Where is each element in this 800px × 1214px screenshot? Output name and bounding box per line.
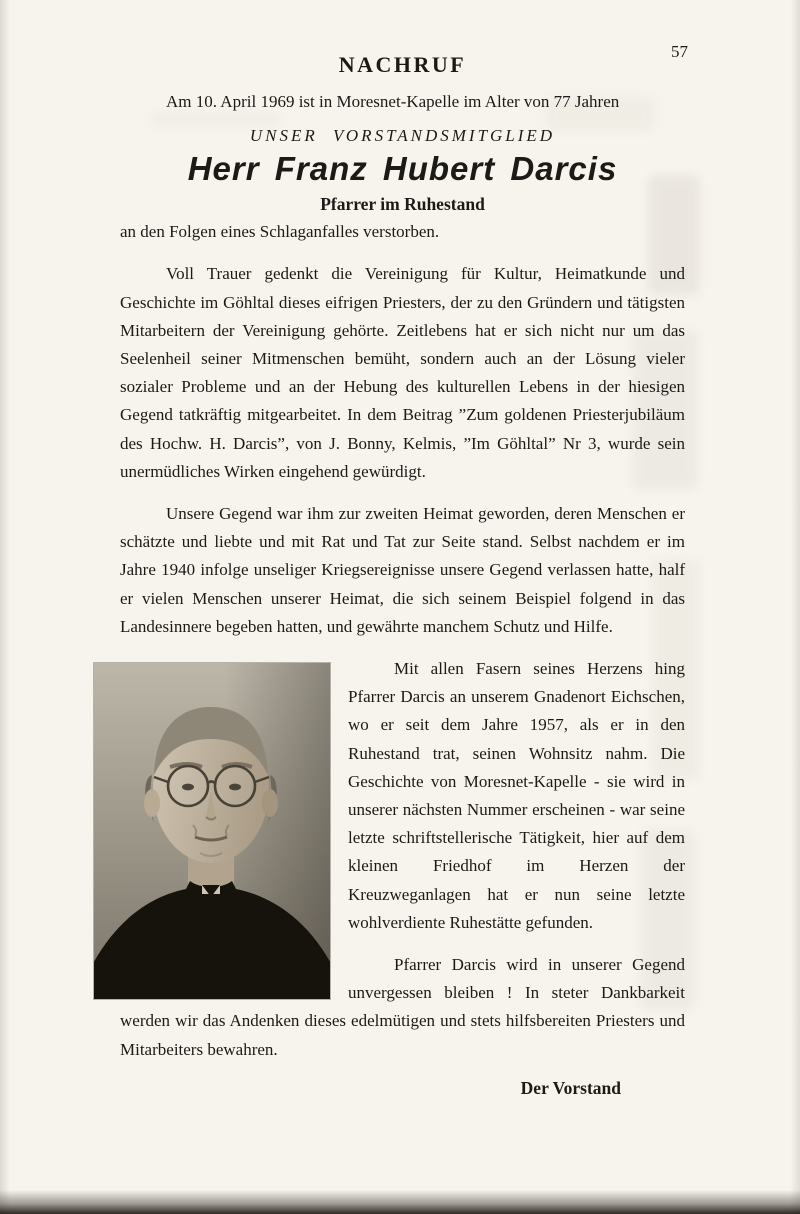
role-line: Pfarrer im Ruhestand (320, 194, 485, 215)
page-number: 57 (671, 42, 688, 61)
signature-der-vorstand: Der Vorstand (520, 1077, 621, 1098)
obituary-title: NACHRUF (338, 52, 467, 77)
paragraph-closing: Pfarrer Darcis wird in unserer Gegend unvergessen bleiben ! In steter Dankbarkeit werden wir das Andenken dieses edelmütigen und stets hilfsbereiten Priesters und Mitarbeiters bewahren. (120, 955, 685, 1059)
cause-line: an den Folgen eines Schlaganfalles verstorben. (120, 222, 440, 242)
member-line: UNSER VORSTANDSMITGLIED (249, 126, 556, 146)
scan-edge-shadow-bottom (0, 1190, 800, 1214)
portrait-photo-graphic (94, 663, 330, 999)
portrait-photo (94, 663, 330, 999)
obituary-intro: Am 10. April 1969 ist in Moresnet-Kapelle im Alter von 77 Jahren (166, 92, 620, 111)
paragraph-eichschen: Mit allen Fasern seines Herzens hing Pfarrer Darcis an unserem Gnadenort Eichschen, wo er seit dem Jahre 1957, als er in den Ruhestand trat, seinen Wohnsitz nahm. Die Geschichte von Moresnet-Kapelle - sie wird in unserer nächsten Nummer erscheinen - war seine letzte schriftstellerische Tätigkeit, hier auf dem kleinen Friedhof im Herzen der Kreuzweganlagen hat er nun seine letzte wohlverdiente Ruhestätte gefunden. (348, 659, 685, 932)
scan-edge-shadow-right (790, 0, 800, 1214)
scan-edge-shadow-left (0, 0, 10, 1214)
deceased-name: Herr Franz Hubert Darcis (187, 150, 618, 188)
paragraph-mourning: Voll Trauer gedenkt die Vereinigung für Kultur, Heimatkunde und Geschichte im Göhltal dieses eifrigen Priesters, der zu den Gründern und tätigsten Mitarbeitern der Vereinigung gehörte. Zeitlebens hat er sich nicht nur um das Seelenheil seiner Mitmenschen bemüht, sondern auch an der Lösung vieler sozialer Probleme und an der Hebung des kulturellen Lebens in der hiesigen Gegend tatkräftig mitgearbeitet. In dem Beitrag ”Zum goldenen Priesterjubiläum des Hochw. H. Darcis”, von J. Bonny, Kelmis, ”Im Göhltal” Nr 3, wurde sein unermüdliches Wirken eingehend gewürdigt. (120, 264, 685, 481)
paragraph-second-home: Unsere Gegend war ihm zur zweiten Heimat geworden, deren Menschen er schätzte und liebte und mit Rat und Tat zur Seite stand. Selbst nachdem er im Jahre 1940 infolge unseliger Kriegsereignisse unsere Gegend verlassen hatte, half er vielen Menschen unserer Heimat, die sich seinem Beispiel folgend in das Landesinnere begeben hatten, und gewährte manchem Schutz und Hilfe. (120, 504, 685, 636)
